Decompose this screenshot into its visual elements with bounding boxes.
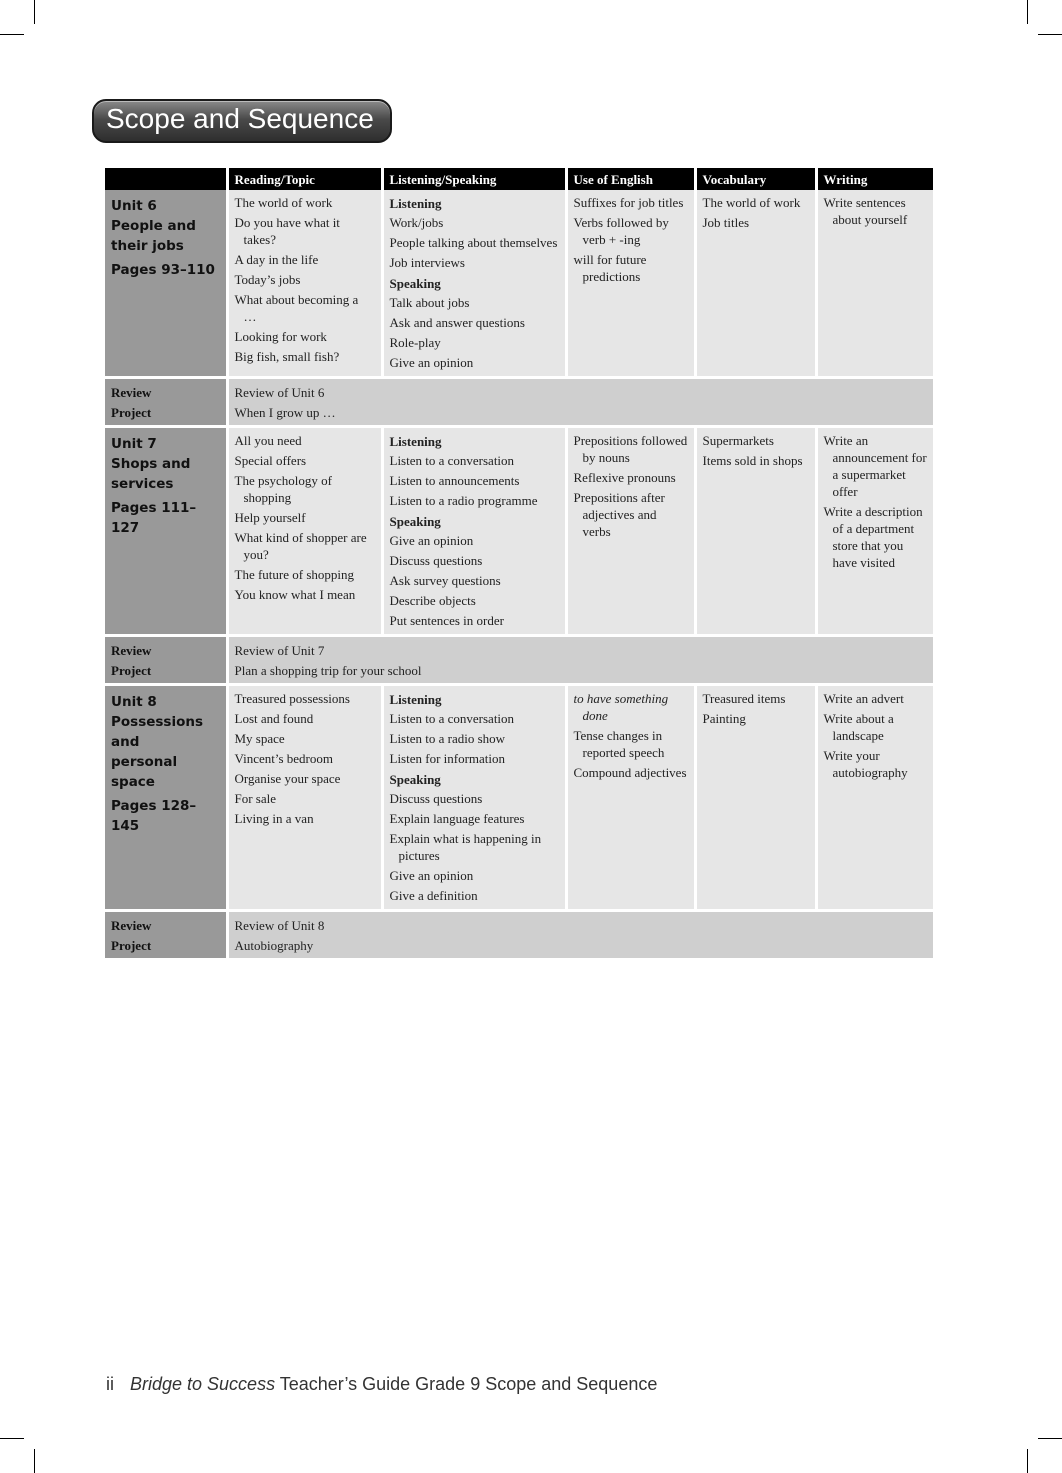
speaking-heading: Speaking: [389, 514, 441, 529]
listening-speaking-cell: [382, 427, 566, 636]
unit-name-line: services: [111, 476, 174, 492]
speaking-item: Ask and answer questions: [389, 315, 525, 330]
english-item: Prepositions followed by nouns: [573, 433, 688, 465]
writing-cell: [816, 427, 933, 636]
vocabulary-item: Painting: [702, 711, 746, 726]
speaking-item: Explain language features: [389, 811, 525, 826]
page-title: Scope and Sequence: [106, 103, 374, 134]
speaking-item: Explain what is happening in pictures: [389, 831, 542, 863]
crop-mark: [1038, 1438, 1062, 1439]
review-content-cell: [227, 636, 933, 685]
vocabulary-item: Treasured items: [702, 691, 786, 706]
unit-row: [105, 427, 933, 636]
crop-mark: [34, 1449, 35, 1473]
review-content-cell: [227, 378, 933, 427]
review-row: [105, 636, 933, 685]
reading-topic: Living in a van: [234, 811, 314, 826]
project-text: Autobiography: [234, 938, 314, 953]
speaking-item: Talk about jobs: [389, 295, 470, 310]
review-label: Review: [111, 643, 152, 658]
writing-item: Write a description of a department store that you have visited: [823, 504, 923, 570]
unit-row: [105, 190, 933, 378]
reading-topic: All you need: [234, 433, 302, 448]
unit-label-cell: [105, 427, 227, 636]
review-row: [105, 378, 933, 427]
page-number: ii: [106, 1374, 114, 1394]
reading-topic: Lost and found: [234, 711, 314, 726]
writing-item: Write about a landscape: [823, 711, 894, 743]
header-vocabulary: Vocabulary: [695, 168, 816, 190]
reading-topic: Today’s jobs: [234, 272, 301, 287]
review-label-cell: [105, 378, 227, 427]
reading-topic: Big fish, small fish?: [234, 349, 340, 364]
listening-speaking-cell: [382, 190, 566, 378]
speaking-item: Role-play: [389, 335, 441, 350]
reading-topic: For sale: [234, 791, 277, 806]
listening-heading: Listening: [389, 434, 442, 449]
unit-pages: Pages 111–127: [111, 500, 197, 536]
writing-item: Write sentences about yourself: [823, 195, 908, 227]
reading-topic: Do you have what it takes?: [234, 215, 340, 247]
speaking-item: Give a definition: [389, 888, 478, 903]
reading-topic: What about becoming a …: [234, 292, 359, 324]
unit-name-line: People and: [111, 218, 196, 234]
english-item: Verbs followed by verb + -ing: [573, 215, 669, 247]
header-writing: Writing: [816, 168, 933, 190]
review-label: Review: [111, 918, 152, 933]
reading-topic: You know what I mean: [234, 587, 356, 602]
reading-topic: Treasured possessions: [234, 691, 350, 706]
reading-topic: The world of work: [234, 195, 333, 210]
vocabulary-item: Items sold in shops: [702, 453, 803, 468]
project-label: Project: [111, 663, 152, 678]
reading-topic: A day in the life: [234, 252, 319, 267]
header-reading: Reading/Topic: [227, 168, 382, 190]
project-text: When I grow up …: [234, 405, 336, 420]
reading-topic: Special offers: [234, 453, 307, 468]
reading-topic: What kind of shopper are you?: [234, 530, 367, 562]
crop-mark: [1038, 34, 1062, 35]
use-of-english-cell: [566, 685, 695, 911]
listening-item: Listen to a radio programme: [389, 493, 538, 508]
reading-topic: Organise your space: [234, 771, 341, 786]
crop-mark: [34, 0, 35, 24]
crop-mark: [0, 1438, 24, 1439]
footer-text: Teacher’s Guide Grade 9 Scope and Sequence: [275, 1374, 658, 1394]
header-empty: [105, 168, 227, 190]
english-item: to have something done: [573, 691, 669, 723]
unit-name-line: their jobs: [111, 238, 184, 254]
listening-heading: Listening: [389, 196, 442, 211]
listening-item: Job interviews: [389, 255, 465, 270]
english-item: Prepositions after adjectives and verbs: [573, 490, 665, 539]
review-row: [105, 911, 933, 960]
review-label-cell: [105, 636, 227, 685]
unit-number: Unit 7: [111, 436, 157, 452]
use-of-english-cell: [566, 190, 695, 378]
speaking-item: Describe objects: [389, 593, 476, 608]
unit-pages: Pages 93–110: [111, 262, 215, 278]
reading-topic: Vincent’s bedroom: [234, 751, 334, 766]
use-of-english-cell: [566, 427, 695, 636]
unit-row: [105, 685, 933, 911]
speaking-item: Give an opinion: [389, 355, 474, 370]
speaking-item: Give an opinion: [389, 868, 474, 883]
unit-label-cell: [105, 190, 227, 378]
reading-topic: Looking for work: [234, 329, 327, 344]
book-title: Bridge to Success: [130, 1374, 276, 1394]
vocabulary-item: Job titles: [702, 215, 750, 230]
review-label: Review: [111, 385, 152, 400]
english-item: Compound adjectives: [573, 765, 687, 780]
listening-item: Listen to a radio show: [389, 731, 506, 746]
reading-cell: [227, 427, 382, 636]
page-footer: [106, 1374, 657, 1395]
project-label: Project: [111, 405, 152, 420]
review-content-cell: [227, 911, 933, 960]
vocabulary-cell: [695, 685, 816, 911]
speaking-item: Ask survey questions: [389, 573, 501, 588]
listening-heading: Listening: [389, 692, 442, 707]
writing-item: Write an announcement for a supermarket offer: [823, 433, 927, 499]
review-label-cell: [105, 911, 227, 960]
table-header-row: [105, 168, 933, 190]
speaking-item: Discuss questions: [389, 553, 483, 568]
speaking-item: Give an opinion: [389, 533, 474, 548]
listening-item: Listen for information: [389, 751, 506, 766]
review-text: Review of Unit 8: [234, 918, 325, 933]
speaking-heading: Speaking: [389, 772, 441, 787]
header-english: Use of English: [566, 168, 695, 190]
unit-number: Unit 6: [111, 198, 157, 214]
writing-item: Write your autobiography: [823, 748, 908, 780]
crop-mark: [1027, 1449, 1028, 1473]
reading-topic: My space: [234, 731, 285, 746]
speaking-heading: Speaking: [389, 276, 441, 291]
vocabulary-cell: [695, 190, 816, 378]
writing-item: Write an advert: [823, 691, 904, 706]
listening-item: Listen to a conversation: [389, 711, 515, 726]
english-item: Suffixes for job titles: [573, 195, 684, 210]
review-text: Review of Unit 7: [234, 643, 325, 658]
unit-name-line: personal space: [111, 754, 178, 790]
writing-cell: [816, 685, 933, 911]
english-item: Tense changes in reported speech: [573, 728, 665, 760]
vocabulary-item: Supermarkets: [702, 433, 774, 448]
reading-topic: The psychology of shopping: [234, 473, 332, 505]
english-item: Reflexive pronouns: [573, 470, 676, 485]
english-item: will for future predictions: [573, 252, 647, 284]
reading-cell: [227, 190, 382, 378]
listening-item: Listen to announcements: [389, 473, 520, 488]
unit-number: Unit 8: [111, 694, 157, 710]
unit-pages: Pages 128–145: [111, 798, 197, 834]
writing-cell: [816, 190, 933, 378]
project-label: Project: [111, 938, 152, 953]
unit-name-line: Shops and: [111, 456, 191, 472]
crop-mark: [0, 34, 24, 35]
reading-topic: Help yourself: [234, 510, 306, 525]
header-listening: Listening/Speaking: [382, 168, 566, 190]
listening-item: Work/jobs: [389, 215, 444, 230]
crop-mark: [1027, 0, 1028, 24]
listening-item: Listen to a conversation: [389, 453, 515, 468]
vocabulary-cell: [695, 427, 816, 636]
speaking-item: Put sentences in order: [389, 613, 504, 628]
unit-label-cell: [105, 685, 227, 911]
listening-speaking-cell: [382, 685, 566, 911]
review-text: Review of Unit 6: [234, 385, 325, 400]
reading-topic: The future of shopping: [234, 567, 355, 582]
vocabulary-item: The world of work: [702, 195, 801, 210]
unit-name-line: Possessions and: [111, 714, 204, 750]
project-text: Plan a shopping trip for your school: [234, 663, 422, 678]
table-body: [105, 190, 933, 960]
listening-item: People talking about themselves: [389, 235, 558, 250]
reading-cell: [227, 685, 382, 911]
scope-sequence-table: [105, 168, 933, 961]
speaking-item: Discuss questions: [389, 791, 483, 806]
